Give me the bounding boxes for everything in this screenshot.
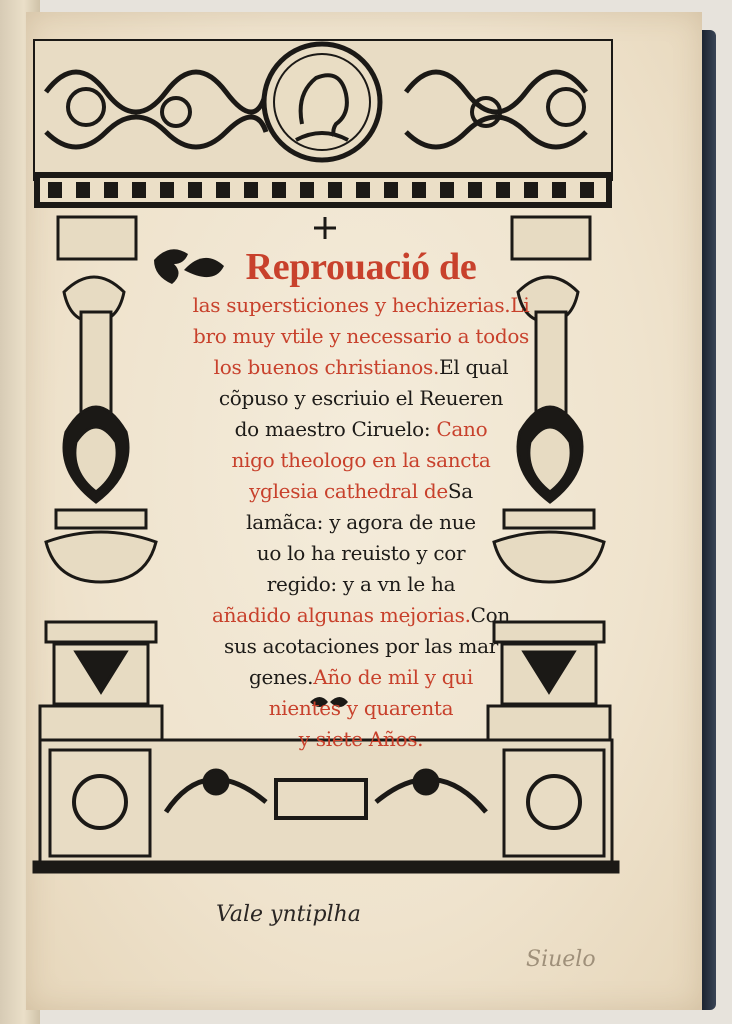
dentil: [244, 182, 258, 198]
title-line-12: añadido algunas mejorias.Con: [212, 603, 510, 627]
dentil: [440, 182, 454, 198]
dentil: [132, 182, 146, 198]
title-line-2: las supersticiones y hechizerias.Li: [192, 293, 530, 317]
dentil: [104, 182, 118, 198]
dentil: [216, 182, 230, 198]
title-line-10: uo lo ha reuisto y cor: [256, 541, 466, 565]
dentil: [328, 182, 342, 198]
faded-handwritten-note: Siuelo: [526, 947, 596, 972]
title-line-5: cõpuso y escriuio el Reueren: [218, 386, 504, 410]
dentil: [580, 182, 594, 198]
title-line-13: sus acotaciones por las mar: [224, 634, 498, 658]
title-line-1: Reprouació de: [245, 246, 477, 288]
title-line-6: do maestro Ciruelo: Cano: [234, 417, 488, 441]
title-line-11: regido: y a vn le ha: [266, 572, 456, 596]
title-line-7: nigo theologo en la sancta: [231, 448, 491, 472]
bottom-frieze: [34, 740, 618, 872]
dentil: [356, 182, 370, 198]
dentil: [48, 182, 62, 198]
dentil: [188, 182, 202, 198]
dentil: [552, 182, 566, 198]
dentil: [272, 182, 286, 198]
left-column: [40, 217, 162, 742]
title-line-3: bro muy vtile y necessario a todos: [192, 324, 530, 348]
dentil: [76, 182, 90, 198]
title-line-16: y siete Años.: [298, 727, 424, 751]
dentil: [384, 182, 398, 198]
dentil: [160, 182, 174, 198]
dentil: [524, 182, 538, 198]
dentil: [496, 182, 510, 198]
title-line-8: yglesia cathedral deSa: [249, 479, 473, 503]
title-line-14: genes.Año de mil y qui: [249, 665, 473, 689]
title-line-9: lamãca: y agora de nue: [246, 510, 476, 534]
title-line-4: los buenos christianos.El qual: [213, 355, 509, 379]
title-page: [26, 12, 702, 1010]
title-text: [176, 244, 546, 755]
dentil: [300, 182, 314, 198]
dentil: [412, 182, 426, 198]
title-line-15: nientes y quarenta: [268, 696, 454, 720]
handwritten-note: Vale yntiplha: [216, 902, 361, 927]
cross-icon: [314, 217, 336, 239]
dentil: [468, 182, 482, 198]
portrait-medallion-icon: [264, 44, 380, 160]
